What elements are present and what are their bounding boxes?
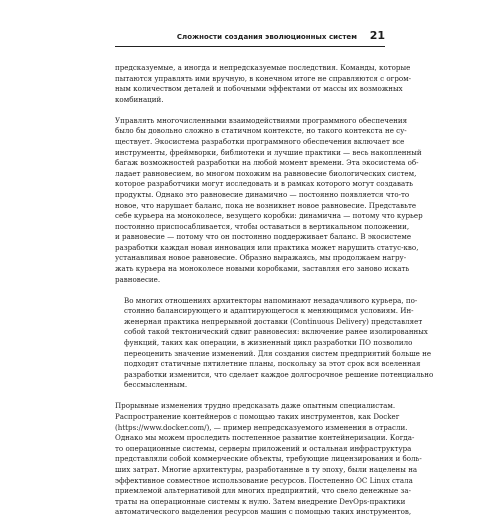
paragraph-p0: [115, 63, 412, 105]
running-head: [115, 30, 385, 50]
text-line: разработки изменится, что сделает каждое долгосрочное решение потенциально: [124, 369, 434, 379]
text-line: Во многих отношениях архитекторы напоминают незадачливого курьера, по-: [124, 295, 418, 305]
text-line: эффективное совместное использование ресурсов. Постепенно ОС Linux стала: [115, 475, 413, 485]
text-line: женерная практика непрерывной доставки (Continuous Delivery) представляет: [124, 316, 423, 326]
text-line: багаж возможностей разработки на любой момент времени. Эта экосистема об-: [115, 158, 419, 168]
text-line: равновесие.: [115, 274, 161, 284]
text-line: переоценить значение изменений. Для создания систем предприятий больше не: [124, 348, 432, 358]
text-line: ным количеством деталей и побочными эффектами от массы их возможных: [115, 84, 403, 94]
text-line: предсказуемые, а иногда и непредсказуемые последствия. Команды, которые: [115, 63, 411, 72]
paragraph-p2: [115, 295, 434, 391]
text-line: разработки каждая новая инновация или практика может нарушить статус-кво,: [115, 242, 419, 252]
text-line: и равновесие — потому что он постоянно поддерживает баланс. В экосистеме: [115, 232, 412, 242]
text-line: Однако мы можем проследить постепенное развитие контейнеризации. Когда-: [115, 433, 415, 443]
text-line: Распространение контейнеров с помощью таких инструментов, как Docker: [115, 411, 400, 421]
text-line: новое, что нарушает баланс, пока не возникнет новое равновесие. Представьте: [115, 200, 417, 210]
text-line: жать курьера на моноколесе новыми коробками, заставляя его заново искать: [115, 264, 410, 274]
text-line: себе курьера на моноколесе, везущего коробки: динамична — потому что курьер: [115, 211, 423, 221]
text-line: инструменты, фреймворки, библиотеки и лучшие практики — весь накопленный: [115, 147, 422, 157]
text-line: Прорывные изменения трудно предсказать даже опытным специалистам.: [115, 401, 396, 411]
text-line: траты на операционные системы к нулю. Затем внедрение DevOps-практики: [115, 496, 406, 506]
text-line: ществует. Экосистема разработки программного обеспечения включает все: [115, 136, 405, 146]
text-line: пытаются управлять ими вручную, в конечном итоге не справляются с огром-: [115, 73, 412, 83]
page-number: 21: [369, 29, 385, 42]
paragraph-p3: [115, 401, 422, 518]
paragraph-p1: [115, 115, 423, 286]
body-text: [115, 63, 434, 518]
text-line: бессмысленным.: [124, 380, 188, 390]
text-line: автоматического выделения ресурсов машин с помощью таких инструментов,: [115, 507, 412, 517]
text-line: комбинаций.: [115, 94, 164, 104]
text-line: то операционные системы, серверы приложений и остальная инфраструктура: [115, 443, 412, 453]
chapter-title: Сложности создания эволюционных систем: [176, 33, 357, 41]
text-line: было бы довольно сложно в статичном контексте, но такого контекста не су-: [115, 126, 407, 136]
text-line: функций, таких как операции, в жизненный цикл разработки ПО позволило: [124, 338, 413, 348]
header-rule: [115, 46, 385, 47]
text-line: приемлемой альтернативой для многих предприятий, что свело денежные за-: [115, 486, 412, 496]
text-line: постоянно приспосабливается, чтобы оставаться в вертикальном положении,: [115, 221, 410, 231]
text-line: ших затрат. Многие архитектуры, разработанные в ту эпоху, были нацелены на: [115, 464, 418, 474]
text-line: продукты. Однако это равновесие динамично — постоянно появляется что-то: [115, 189, 410, 199]
text-line: собой такой тектонический сдвиг равновесия: включение ранее изолированных: [124, 327, 428, 337]
text-line: устанавливая новое равновесие. Образно выражаясь, мы продолжаем нагру-: [115, 253, 407, 263]
text-line: которое разработчики могут исследовать и в рамках которого могут создавать: [115, 179, 413, 189]
text-line: (https://www.docker.com/), — пример непредсказуемого изменения в отрасли.: [115, 422, 408, 432]
text-line: стоянно балансирующего и адаптирующегося к меняющимся условиям. Ин-: [124, 306, 414, 316]
text-line: представляли собой коммерческие объекты, требующие лицензирования и боль-: [115, 454, 422, 464]
text-line: подходят статичные пятилетние планы, поскольку за этот срок вся вселенная: [124, 359, 421, 369]
text-line: ладает равновесием, во многом похожим на равновесие биологических систем,: [115, 168, 417, 178]
text-line: Управлять многочисленными взаимодействиями программного обеспечения: [115, 115, 408, 125]
